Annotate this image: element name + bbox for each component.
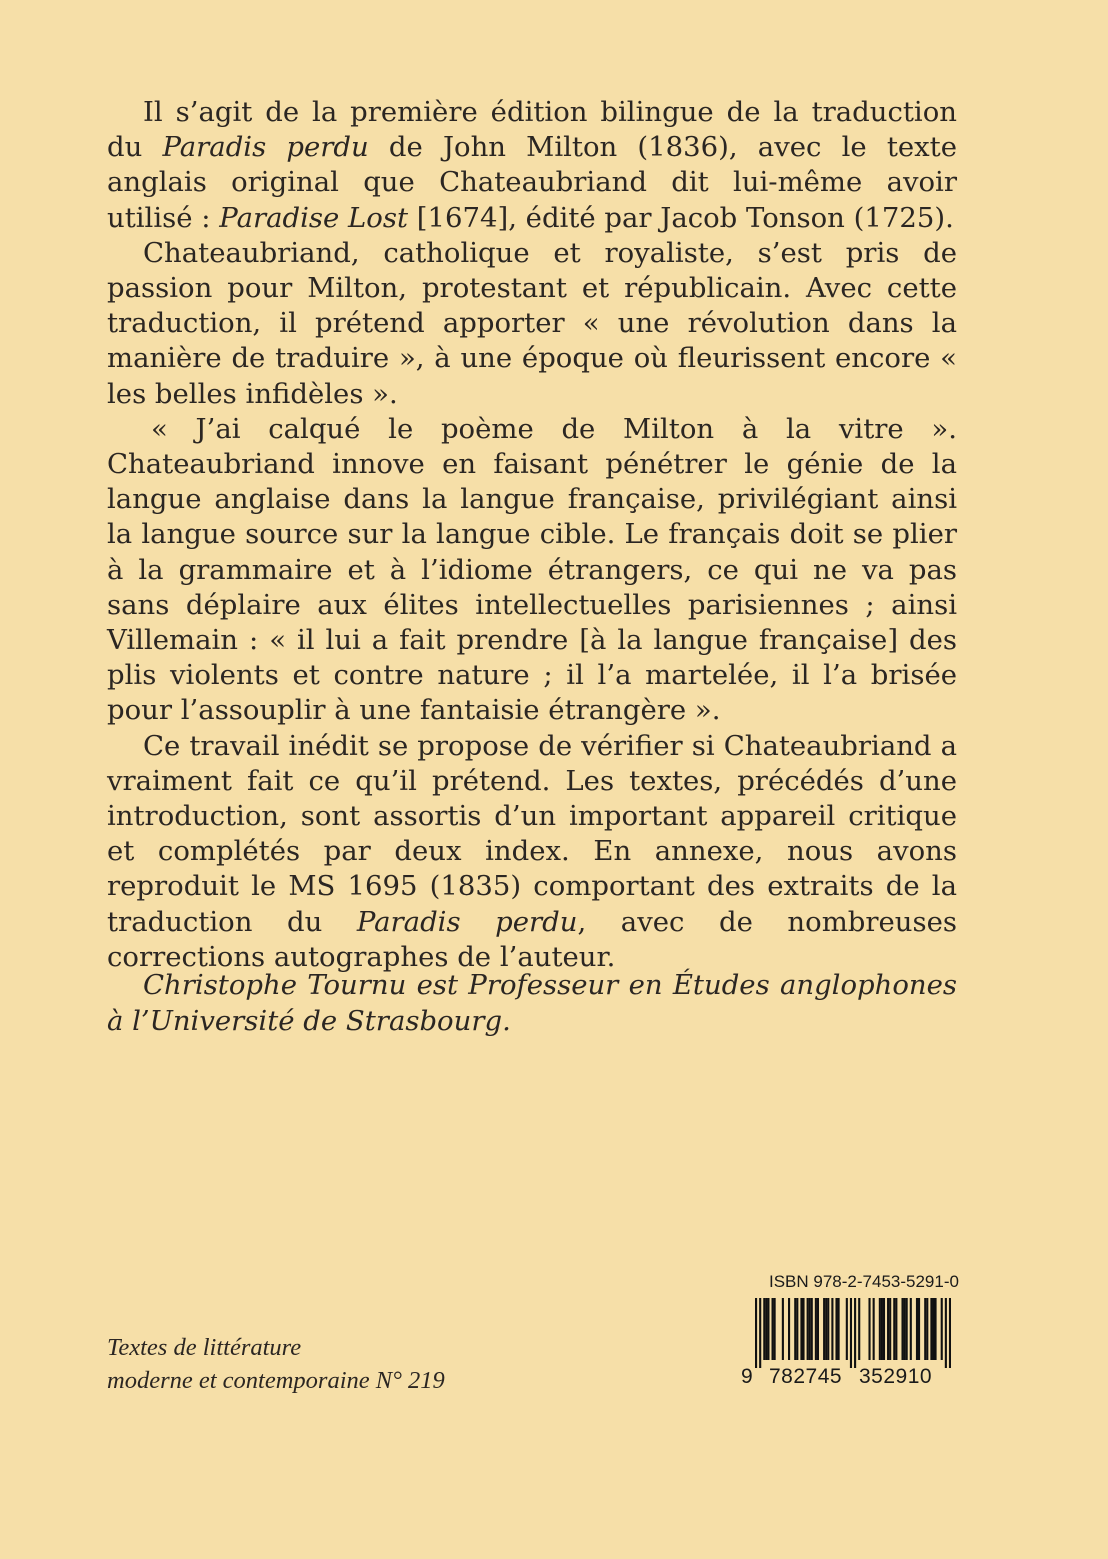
barcode-bar — [918, 1298, 920, 1360]
barcode-bar — [868, 1298, 870, 1360]
barcode-bar — [854, 1298, 856, 1368]
barcode-bar — [906, 1298, 908, 1360]
barcode-bar — [916, 1298, 918, 1360]
isbn-barcode — [755, 1298, 951, 1368]
ean-lead-digit: 9 — [741, 1365, 754, 1388]
barcode-bar — [881, 1298, 883, 1360]
p4-seg-2: , avec de nombreuses corrections autographes de l’auteur. — [107, 905, 957, 973]
series-info — [107, 1331, 445, 1397]
barcode-bar — [788, 1298, 790, 1360]
barcode-bar — [763, 1298, 765, 1360]
barcode-bar — [796, 1298, 798, 1360]
barcode-bar — [883, 1298, 885, 1360]
barcode-bar — [759, 1298, 761, 1368]
barcode-bar — [945, 1298, 947, 1368]
series-line-2: moderne et contemporaine N° 219 — [107, 1367, 445, 1394]
barcode-bar — [926, 1298, 928, 1360]
blurb-paragraph-3: « J’ai calqué le poème de Milton à la vitre ». Chateaubriand innove en faisant pénétrer le génie de la langue anglaise dans la langue française, privilégiant ainsi la langue source sur la langue cible. Le français doit se plier à la grammaire et à l’idiome étrangers, ce qui ne va pas sans déplaire aux élites intellectuelles parisiennes ; ainsi Villemain : « il lui a fait prendre [à la langue française] des plis violents et contre nature ; il l’a martelée, il l’a brisée pour l’assouplir à une fantaisie étrangère ». — [107, 412, 957, 727]
barcode-bar — [794, 1298, 796, 1360]
p1-title-paradis-perdu: Paradis perdu — [162, 131, 369, 164]
barcode-bar — [850, 1298, 852, 1368]
barcode-bar — [823, 1298, 825, 1360]
barcode-bar — [802, 1298, 804, 1360]
barcode-bar — [838, 1298, 840, 1360]
back-cover-blurb — [107, 95, 957, 975]
barcode-bar — [825, 1298, 827, 1360]
barcode-bar — [772, 1298, 774, 1360]
barcode-bar — [765, 1298, 767, 1360]
barcode-bar — [887, 1298, 889, 1360]
barcode-bar — [904, 1298, 906, 1360]
barcode-bar — [879, 1298, 881, 1360]
barcode-bar — [835, 1298, 837, 1360]
p1-title-paradise-lost: Paradise Lost — [219, 201, 409, 234]
barcode-bar — [815, 1298, 817, 1360]
barcode-bar — [809, 1298, 811, 1360]
barcode-bar — [934, 1298, 936, 1360]
p1-seg-0: Il s’agit de la première édition bilingue de la traduction du — [107, 96, 957, 164]
p1-seg-2: de John Milton (1836), avec le texte anglais original que Chateaubriand dit lui-même avoir utilisé : — [107, 131, 957, 234]
author-bio: Christophe Tournu est Professeur en Études anglophones à l’Université de Strasbourg. — [107, 969, 957, 1037]
barcode-bar — [889, 1298, 891, 1360]
barcode-bar — [800, 1298, 802, 1360]
barcode-bar — [941, 1298, 943, 1360]
barcode-bar — [827, 1298, 829, 1360]
blurb-paragraph-2: Chateaubriand, catholique et royaliste, s’est pris de passion pour Milton, protestant et républicain. Avec cette traduction, il prétend apporter « une révolution dans la manière de traduire », à une époque où fleurissent encore « les belles infidèles ». — [107, 236, 957, 410]
barcode-bar — [755, 1298, 757, 1368]
barcode-bar — [930, 1298, 932, 1360]
barcode-bar — [782, 1298, 784, 1360]
barcode-bar — [932, 1298, 934, 1360]
barcode-bar — [846, 1298, 848, 1360]
barcode-bar — [895, 1298, 897, 1360]
barcode-bar — [807, 1298, 809, 1360]
barcode-bar — [817, 1298, 819, 1360]
series-line-1: Textes de littérature — [107, 1334, 302, 1361]
barcode-bar — [873, 1298, 875, 1360]
isbn-label: ISBN 978-2-7453-5291-0 — [769, 1272, 959, 1291]
barcode-bar — [774, 1298, 776, 1360]
barcode-bar — [811, 1298, 813, 1360]
p4-title-paradis-perdu: Paradis perdu — [356, 905, 578, 938]
barcode-bar — [858, 1298, 860, 1360]
ean-left-group: 782745 — [769, 1365, 843, 1388]
barcode-bar — [924, 1298, 926, 1360]
barcode-bar — [831, 1298, 833, 1360]
barcode-bar — [901, 1298, 903, 1360]
p4-seg-0: Ce travail inédit se propose de vérifier si Chateaubriand a vraiment fait ce qu’il prétend. Les textes, précédés d’une introduction, sont assortis d’un important appareil critique et complétés par deux index. En annexe, nous avons reproduit le MS 1695 (1835) comportant des extraits de la traduction du — [107, 729, 957, 938]
barcode-bar — [910, 1298, 912, 1360]
barcode-bar — [893, 1298, 895, 1360]
barcode-bar — [949, 1298, 951, 1368]
ean-right-group: 352910 — [859, 1365, 933, 1388]
barcode-bar — [767, 1298, 769, 1360]
blurb-paragraph-4 — [107, 729, 957, 975]
blurb-paragraph-1 — [107, 95, 957, 236]
p1-seg-4: [1674], édité par Jacob Tonson (1725). — [408, 201, 954, 234]
